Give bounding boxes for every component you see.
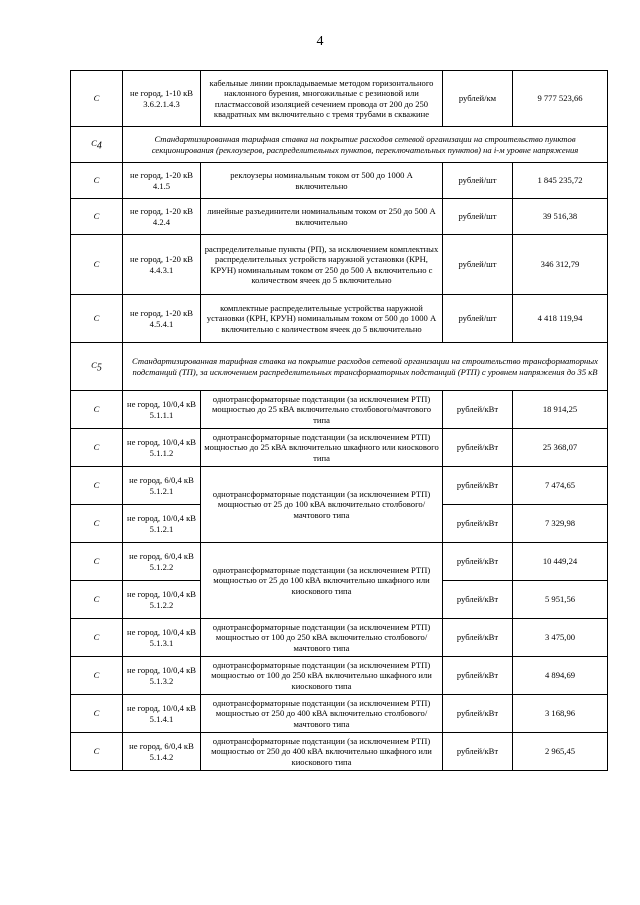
- row-value: 10 449,24: [513, 543, 608, 581]
- section-title: Стандартизированная тарифная ставка на покрытие расходов сетевой организации на строительство пунктов секционирования (реклоузеров, распределительных пунктов, переключательных пунктов) на i-м уровне напряжения: [123, 127, 608, 163]
- tariff-table: [70, 70, 608, 771]
- row-value: 346 312,79: [513, 235, 608, 295]
- section-label: $C_4$: [71, 127, 123, 163]
- rate-symbol: C: [71, 657, 123, 695]
- section-header-c5: [71, 343, 608, 391]
- table-row: [71, 733, 608, 771]
- table-row: [71, 543, 608, 581]
- row-code: не город, 10/0,4 кВ 5.1.2.2: [123, 581, 201, 619]
- row-value: 3 475,00: [513, 619, 608, 657]
- table-row: [71, 235, 608, 295]
- section-header-c4: [71, 127, 608, 163]
- page-number: 4: [316, 34, 324, 49]
- row-value: 25 368,07: [513, 429, 608, 467]
- row-value: 4 894,69: [513, 657, 608, 695]
- rate-symbol: C: [71, 581, 123, 619]
- rate-symbol: C: [71, 295, 123, 343]
- rate-symbol: C: [71, 505, 123, 543]
- row-description: однотрансформаторные подстанции (за исключением РТП) мощностью от 250 до 400 кВА включительно столбового/мачтового типа: [201, 695, 443, 733]
- row-unit: рублей/кВт: [443, 619, 513, 657]
- row-unit: рублей/кВт: [443, 733, 513, 771]
- row-value: 7 329,98: [513, 505, 608, 543]
- row-description: распределительные пункты (РП), за исключением комплектных распределительных устройств наружной установки (КРН, КРУН) номинальным током от 250 до 500 А включительно с количеством ячеек до 5 включительно: [201, 235, 443, 295]
- row-unit: рублей/кВт: [443, 581, 513, 619]
- section-label: $C_5$: [71, 343, 123, 391]
- rate-symbol: C: [71, 619, 123, 657]
- table-row: [71, 467, 608, 505]
- rate-symbol: C: [71, 429, 123, 467]
- row-unit: рублей/кВт: [443, 505, 513, 543]
- table-row: [71, 199, 608, 235]
- row-unit: рублей/шт: [443, 163, 513, 199]
- rate-symbol: C: [71, 695, 123, 733]
- rate-symbol: C: [71, 235, 123, 295]
- row-description: однотрансформаторные подстанции (за исключением РТП) мощностью от 250 до 400 кВА включительно шкафного или киоскового типа: [201, 733, 443, 771]
- table-row: [71, 163, 608, 199]
- row-code: не город, 10/0,4 кВ 5.1.4.1: [123, 695, 201, 733]
- row-unit: рублей/кВт: [443, 429, 513, 467]
- row-unit: рублей/км: [443, 71, 513, 127]
- row-description: однотрансформаторные подстанции (за исключением РТП) мощностью от 100 до 250 кВА включительно столбового/мачтового типа: [201, 619, 443, 657]
- section-title: Стандартизированная тарифная ставка на покрытие расходов сетевой организации на строительство трансформаторных подстанций (ТП), за исключением распределительных трансформаторных подстанций (РТП) с уровнем напряжения до 35 кВ: [123, 343, 608, 391]
- row-description: однотрансформаторные подстанции (за исключением РТП) мощностью от 100 до 250 кВА включительно шкафного или киоскового типа: [201, 657, 443, 695]
- row-description: однотрансформаторные подстанции (за исключением РТП) мощностью до 25 кВА включительно столбового/мачтового типа: [201, 391, 443, 429]
- row-description: реклоузеры номинальным током от 500 до 1000 А включительно: [201, 163, 443, 199]
- row-code: не город, 1-20 кВ 4.2.4: [123, 199, 201, 235]
- row-code: не город, 10/0,4 кВ 5.1.1.1: [123, 391, 201, 429]
- row-code: не город, 6/0,4 кВ 5.1.2.1: [123, 467, 201, 505]
- row-description: кабельные линии прокладываемые методом горизонтального наклонного бурения, многожильные с резиновой или пластмассовой изоляцией сечением провода от 200 до 250 квадратных мм включительно с тремя трубами в скважине: [201, 71, 443, 127]
- row-unit: рублей/кВт: [443, 467, 513, 505]
- row-unit: рублей/шт: [443, 295, 513, 343]
- row-code: не город, 10/0,4 кВ 5.1.3.2: [123, 657, 201, 695]
- row-value: 1 845 235,72: [513, 163, 608, 199]
- table-row: [71, 657, 608, 695]
- row-description: однотрансформаторные подстанции (за исключением РТП) мощностью от 25 до 100 кВА включительно столбового/мачтового типа: [201, 467, 443, 543]
- row-description: однотрансформаторные подстанции (за исключением РТП) мощностью от 25 до 100 кВА включительно шкафного или киоскового типа: [201, 543, 443, 619]
- row-value: 5 951,56: [513, 581, 608, 619]
- rate-symbol: C: [71, 391, 123, 429]
- row-value: 3 168,96: [513, 695, 608, 733]
- table-row: [71, 295, 608, 343]
- row-unit: рублей/кВт: [443, 543, 513, 581]
- row-code: не город, 1-10 кВ 3.6.2.1.4.3: [123, 71, 201, 127]
- table-row: [71, 619, 608, 657]
- row-unit: рублей/шт: [443, 235, 513, 295]
- table-row: [71, 695, 608, 733]
- row-description: однотрансформаторные подстанции (за исключением РТП) мощностью до 25 кВА включительно шкафного или киоскового типа: [201, 429, 443, 467]
- row-value: 39 516,38: [513, 199, 608, 235]
- rate-symbol: C: [71, 733, 123, 771]
- row-code: не город, 6/0,4 кВ 5.1.4.2: [123, 733, 201, 771]
- row-code: не город, 1-20 кВ 4.4.3.1: [123, 235, 201, 295]
- row-code: не город, 10/0,4 кВ 5.1.2.1: [123, 505, 201, 543]
- rate-symbol: C: [71, 71, 123, 127]
- row-value: 2 965,45: [513, 733, 608, 771]
- row-value: 4 418 119,94: [513, 295, 608, 343]
- row-code: не город, 6/0,4 кВ 5.1.2.2: [123, 543, 201, 581]
- row-unit: рублей/кВт: [443, 657, 513, 695]
- row-description: линейные разъединители номинальным током от 250 до 500 А включительно: [201, 199, 443, 235]
- row-code: не город, 10/0,4 кВ 5.1.1.2: [123, 429, 201, 467]
- row-description: комплектные распределительные устройства наружной установки (КРН, КРУН) номинальным током от 500 до 1000 А включительно с количеством ячеек до 5 включительно: [201, 295, 443, 343]
- row-unit: рублей/кВт: [443, 695, 513, 733]
- row-value: 9 777 523,66: [513, 71, 608, 127]
- row-code: не город, 10/0,4 кВ 5.1.3.1: [123, 619, 201, 657]
- rate-symbol: C: [71, 467, 123, 505]
- table-row: [71, 391, 608, 429]
- row-unit: рублей/кВт: [443, 391, 513, 429]
- row-unit: рублей/шт: [443, 199, 513, 235]
- row-value: 7 474,65: [513, 467, 608, 505]
- row-value: 18 914,25: [513, 391, 608, 429]
- rate-symbol: C: [71, 543, 123, 581]
- rate-symbol: C: [71, 199, 123, 235]
- table-row: [71, 429, 608, 467]
- row-code: не город, 1-20 кВ 4.5.4.1: [123, 295, 201, 343]
- table-row: [71, 71, 608, 127]
- rate-symbol: C: [71, 163, 123, 199]
- row-code: не город, 1-20 кВ 4.1.5: [123, 163, 201, 199]
